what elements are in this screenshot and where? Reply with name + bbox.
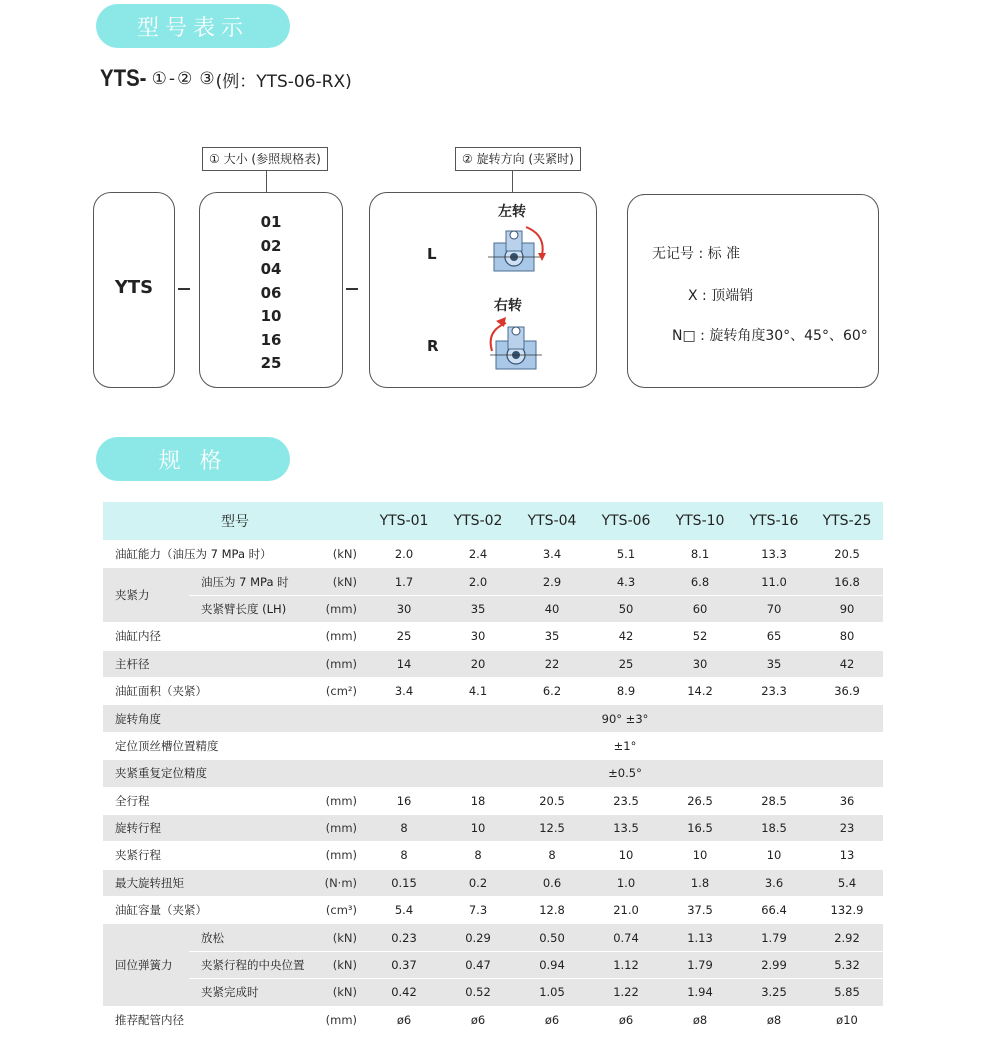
row-unit: (mm) bbox=[309, 814, 367, 841]
cell: 3.4 bbox=[515, 541, 589, 568]
cell: 1.13 bbox=[663, 924, 737, 951]
table-header-row bbox=[103, 502, 883, 541]
cell: 8 bbox=[515, 842, 589, 869]
cell: 30 bbox=[441, 623, 515, 650]
table-row bbox=[103, 869, 883, 896]
cell: 8 bbox=[367, 814, 441, 841]
spec-heading: 规 格 bbox=[96, 437, 290, 481]
model-code-part2: ② bbox=[177, 69, 193, 89]
header-cell: YTS-16 bbox=[737, 502, 811, 541]
cell: 60 bbox=[663, 595, 737, 622]
cell: ø8 bbox=[737, 1006, 811, 1033]
header-cell: YTS-02 bbox=[441, 502, 515, 541]
size-list bbox=[200, 211, 342, 376]
cell: 7.3 bbox=[441, 897, 515, 924]
cell: 1.79 bbox=[663, 951, 737, 978]
row-unit: (cm³) bbox=[309, 897, 367, 924]
header-cell: YTS-04 bbox=[515, 502, 589, 541]
cell: 0.52 bbox=[441, 979, 515, 1006]
option-n: N□ : 旋转角度30°、45°、60° bbox=[672, 328, 868, 344]
cell: 5.1 bbox=[589, 541, 663, 568]
cell: 35 bbox=[441, 595, 515, 622]
cell: 42 bbox=[589, 623, 663, 650]
row-group-label: 回位弹簧力 bbox=[103, 924, 189, 1006]
size-item: 06 bbox=[260, 283, 282, 302]
cell: 8 bbox=[441, 842, 515, 869]
cell: 13.3 bbox=[737, 541, 811, 568]
cell: 23.5 bbox=[589, 787, 663, 814]
cell: 35 bbox=[737, 650, 811, 677]
model-code-part3: ③ bbox=[199, 69, 215, 89]
cell: 3.4 bbox=[367, 677, 441, 704]
spec-table bbox=[103, 502, 883, 1034]
merged-cell: 90° ±3° bbox=[367, 705, 883, 732]
table-row bbox=[103, 677, 883, 704]
cell: 23 bbox=[811, 814, 883, 841]
yts-box-label: YTS bbox=[114, 277, 154, 298]
cell: 13.5 bbox=[589, 814, 663, 841]
row-unit: (kN) bbox=[309, 951, 367, 978]
cell: 0.15 bbox=[367, 869, 441, 896]
model-code-prefix: YTS- bbox=[100, 65, 147, 92]
dash-separator-1 bbox=[178, 288, 190, 290]
cell: 36 bbox=[811, 787, 883, 814]
cell: 16 bbox=[367, 787, 441, 814]
cell: 3.25 bbox=[737, 979, 811, 1006]
row-label: 油缸能力（油压为 7 MPa 时） bbox=[103, 541, 309, 568]
cell: 40 bbox=[515, 595, 589, 622]
cell: 10 bbox=[589, 842, 663, 869]
row-label: 推荐配管内径 bbox=[103, 1006, 309, 1033]
cell: 1.8 bbox=[663, 869, 737, 896]
cell: 5.32 bbox=[811, 951, 883, 978]
direction-box bbox=[369, 192, 597, 388]
table-row bbox=[103, 842, 883, 869]
cell: 1.0 bbox=[589, 869, 663, 896]
cell: 70 bbox=[737, 595, 811, 622]
yts-box bbox=[93, 192, 175, 388]
cell: 20 bbox=[441, 650, 515, 677]
left-turn-clamp-icon bbox=[488, 221, 558, 281]
merged-cell: ±1° bbox=[367, 732, 883, 759]
cell: 10 bbox=[663, 842, 737, 869]
size-item: 25 bbox=[260, 354, 282, 372]
model-code-part1: ① bbox=[151, 69, 167, 89]
cell: 0.94 bbox=[515, 951, 589, 978]
header-cell: YTS-06 bbox=[589, 502, 663, 541]
cell: 20.5 bbox=[515, 787, 589, 814]
dash-separator-2 bbox=[346, 288, 358, 290]
cell: 5.4 bbox=[811, 869, 883, 896]
cell: 13 bbox=[811, 842, 883, 869]
table-row bbox=[103, 732, 883, 759]
cell: 0.2 bbox=[441, 869, 515, 896]
size-item: 04 bbox=[260, 260, 282, 278]
table-row bbox=[103, 787, 883, 814]
cell: 20.5 bbox=[811, 541, 883, 568]
cell: 90 bbox=[811, 595, 883, 622]
row-unit: (mm) bbox=[309, 787, 367, 814]
cell: 1.12 bbox=[589, 951, 663, 978]
row-label: 油缸容量（夹紧） bbox=[103, 897, 309, 924]
cell: 1.7 bbox=[367, 568, 441, 595]
row-unit: (mm) bbox=[309, 623, 367, 650]
size-item: 16 bbox=[260, 330, 282, 349]
cell: 26.5 bbox=[663, 787, 737, 814]
cell: 5.85 bbox=[811, 979, 883, 1006]
cell: 8.1 bbox=[663, 541, 737, 568]
right-turn-title: 右转 bbox=[494, 298, 522, 314]
row-unit: (mm) bbox=[309, 1006, 367, 1033]
cell: 2.99 bbox=[737, 951, 811, 978]
cell: 14.2 bbox=[663, 677, 737, 704]
size-box bbox=[199, 192, 343, 388]
row-label: 主杆径 bbox=[103, 650, 309, 677]
model-code-sep: - bbox=[168, 69, 176, 89]
size-item: 02 bbox=[260, 236, 282, 255]
row-unit: (kN) bbox=[309, 568, 367, 595]
right-turn-clamp-icon bbox=[480, 315, 550, 379]
cell: 21.0 bbox=[589, 897, 663, 924]
cell: 6.8 bbox=[663, 568, 737, 595]
table-row bbox=[103, 623, 883, 650]
row-unit: (kN) bbox=[309, 924, 367, 951]
cell: 35 bbox=[515, 623, 589, 650]
cell: 25 bbox=[367, 623, 441, 650]
cell: 4.3 bbox=[589, 568, 663, 595]
cell: 80 bbox=[811, 623, 883, 650]
header-cell: YTS-25 bbox=[811, 502, 883, 541]
table-row bbox=[103, 760, 883, 787]
cell: 16.5 bbox=[663, 814, 737, 841]
cell: 12.5 bbox=[515, 814, 589, 841]
cell: 0.29 bbox=[441, 924, 515, 951]
cell: ø6 bbox=[515, 1006, 589, 1033]
cell: 1.05 bbox=[515, 979, 589, 1006]
cell: 2.0 bbox=[367, 541, 441, 568]
cell: 28.5 bbox=[737, 787, 811, 814]
cell: 0.74 bbox=[589, 924, 663, 951]
cell: 8.9 bbox=[589, 677, 663, 704]
size-label-box: ① 大小 (参照规格表) bbox=[202, 147, 328, 171]
row-unit: (cm²) bbox=[309, 677, 367, 704]
cell: 132.9 bbox=[811, 897, 883, 924]
cell: 10 bbox=[737, 842, 811, 869]
row-label: 夹紧臂长度 (LH) bbox=[189, 595, 309, 622]
cell: 4.1 bbox=[441, 677, 515, 704]
option-x: X : 顶端销 bbox=[688, 288, 754, 304]
direction-label-box: ② 旋转方向 (夹紧时) bbox=[455, 147, 581, 171]
row-unit: (mm) bbox=[309, 595, 367, 622]
cell: 23.3 bbox=[737, 677, 811, 704]
row-label: 夹紧重复定位精度 bbox=[103, 760, 367, 787]
row-label: 夹紧行程 bbox=[103, 842, 309, 869]
cell: 30 bbox=[367, 595, 441, 622]
cell: ø6 bbox=[589, 1006, 663, 1033]
row-group-label: 夹紧力 bbox=[103, 568, 189, 623]
table-row bbox=[103, 951, 883, 978]
cell: 1.22 bbox=[589, 979, 663, 1006]
cell: ø6 bbox=[441, 1006, 515, 1033]
cell: 3.6 bbox=[737, 869, 811, 896]
row-unit: (N·m) bbox=[309, 869, 367, 896]
cell: 12.8 bbox=[515, 897, 589, 924]
table-row bbox=[103, 924, 883, 951]
row-unit: (mm) bbox=[309, 842, 367, 869]
cell: 14 bbox=[367, 650, 441, 677]
cell: 1.94 bbox=[663, 979, 737, 1006]
header-cell: YTS-10 bbox=[663, 502, 737, 541]
cell: 0.50 bbox=[515, 924, 589, 951]
table-row bbox=[103, 650, 883, 677]
table-row bbox=[103, 897, 883, 924]
cell: 2.0 bbox=[441, 568, 515, 595]
cell: 36.9 bbox=[811, 677, 883, 704]
model-code-example: (例：YTS-06-RX) bbox=[215, 71, 352, 92]
cell: 8 bbox=[367, 842, 441, 869]
size-connector bbox=[266, 170, 267, 192]
cell: 65 bbox=[737, 623, 811, 650]
cell: 0.42 bbox=[367, 979, 441, 1006]
cell: 11.0 bbox=[737, 568, 811, 595]
table-row bbox=[103, 595, 883, 622]
cell: 37.5 bbox=[663, 897, 737, 924]
table-row bbox=[103, 814, 883, 841]
cell: ø6 bbox=[367, 1006, 441, 1033]
row-label: 油缸内径 bbox=[103, 623, 309, 650]
table-row bbox=[103, 568, 883, 595]
cell: 1.79 bbox=[737, 924, 811, 951]
options-box bbox=[627, 194, 879, 388]
cell: 22 bbox=[515, 650, 589, 677]
row-unit: (mm) bbox=[309, 650, 367, 677]
right-turn-letter: R bbox=[427, 337, 439, 355]
row-label: 夹紧完成时 bbox=[189, 979, 309, 1006]
cell: 2.9 bbox=[515, 568, 589, 595]
cell: 30 bbox=[663, 650, 737, 677]
row-unit: (kN) bbox=[309, 979, 367, 1006]
cell: 25 bbox=[589, 650, 663, 677]
row-label: 油压为 7 MPa 时 bbox=[189, 568, 309, 595]
row-label: 最大旋转扭矩 bbox=[103, 869, 309, 896]
row-label: 全行程 bbox=[103, 787, 309, 814]
cell: 16.8 bbox=[811, 568, 883, 595]
model-code-line bbox=[100, 64, 352, 94]
header-cell: YTS-01 bbox=[367, 502, 441, 541]
cell: 50 bbox=[589, 595, 663, 622]
cell: 2.92 bbox=[811, 924, 883, 951]
header-cell: 型号 bbox=[103, 502, 367, 541]
left-turn-title: 左转 bbox=[498, 204, 526, 220]
model-designation-heading: 型号表示 bbox=[96, 4, 290, 48]
row-label: 放松 bbox=[189, 924, 309, 951]
row-unit: (kN) bbox=[309, 541, 367, 568]
cell: 18.5 bbox=[737, 814, 811, 841]
table-row bbox=[103, 541, 883, 568]
size-item: 10 bbox=[260, 307, 282, 325]
option-standard: 无记号 : 标 准 bbox=[652, 246, 741, 262]
cell: 0.47 bbox=[441, 951, 515, 978]
cell: ø8 bbox=[663, 1006, 737, 1033]
cell: 0.6 bbox=[515, 869, 589, 896]
table-row bbox=[103, 705, 883, 732]
direction-connector bbox=[512, 170, 513, 192]
cell: 10 bbox=[441, 814, 515, 841]
row-label: 旋转行程 bbox=[103, 814, 309, 841]
cell: 66.4 bbox=[737, 897, 811, 924]
cell: 52 bbox=[663, 623, 737, 650]
merged-cell: ±0.5° bbox=[367, 760, 883, 787]
table-row bbox=[103, 1006, 883, 1033]
cell: 18 bbox=[441, 787, 515, 814]
row-label: 旋转角度 bbox=[103, 705, 367, 732]
cell: 2.4 bbox=[441, 541, 515, 568]
cell: 5.4 bbox=[367, 897, 441, 924]
row-label: 油缸面积（夹紧） bbox=[103, 677, 309, 704]
cell: 0.37 bbox=[367, 951, 441, 978]
left-turn-letter: L bbox=[427, 245, 437, 263]
table-row bbox=[103, 979, 883, 1006]
cell: 0.23 bbox=[367, 924, 441, 951]
row-label: 夹紧行程的中央位置 bbox=[189, 951, 309, 978]
row-label: 定位顶丝槽位置精度 bbox=[103, 732, 367, 759]
cell: ø10 bbox=[811, 1006, 883, 1033]
cell: 42 bbox=[811, 650, 883, 677]
cell: 6.2 bbox=[515, 677, 589, 704]
size-item: 01 bbox=[260, 213, 282, 231]
